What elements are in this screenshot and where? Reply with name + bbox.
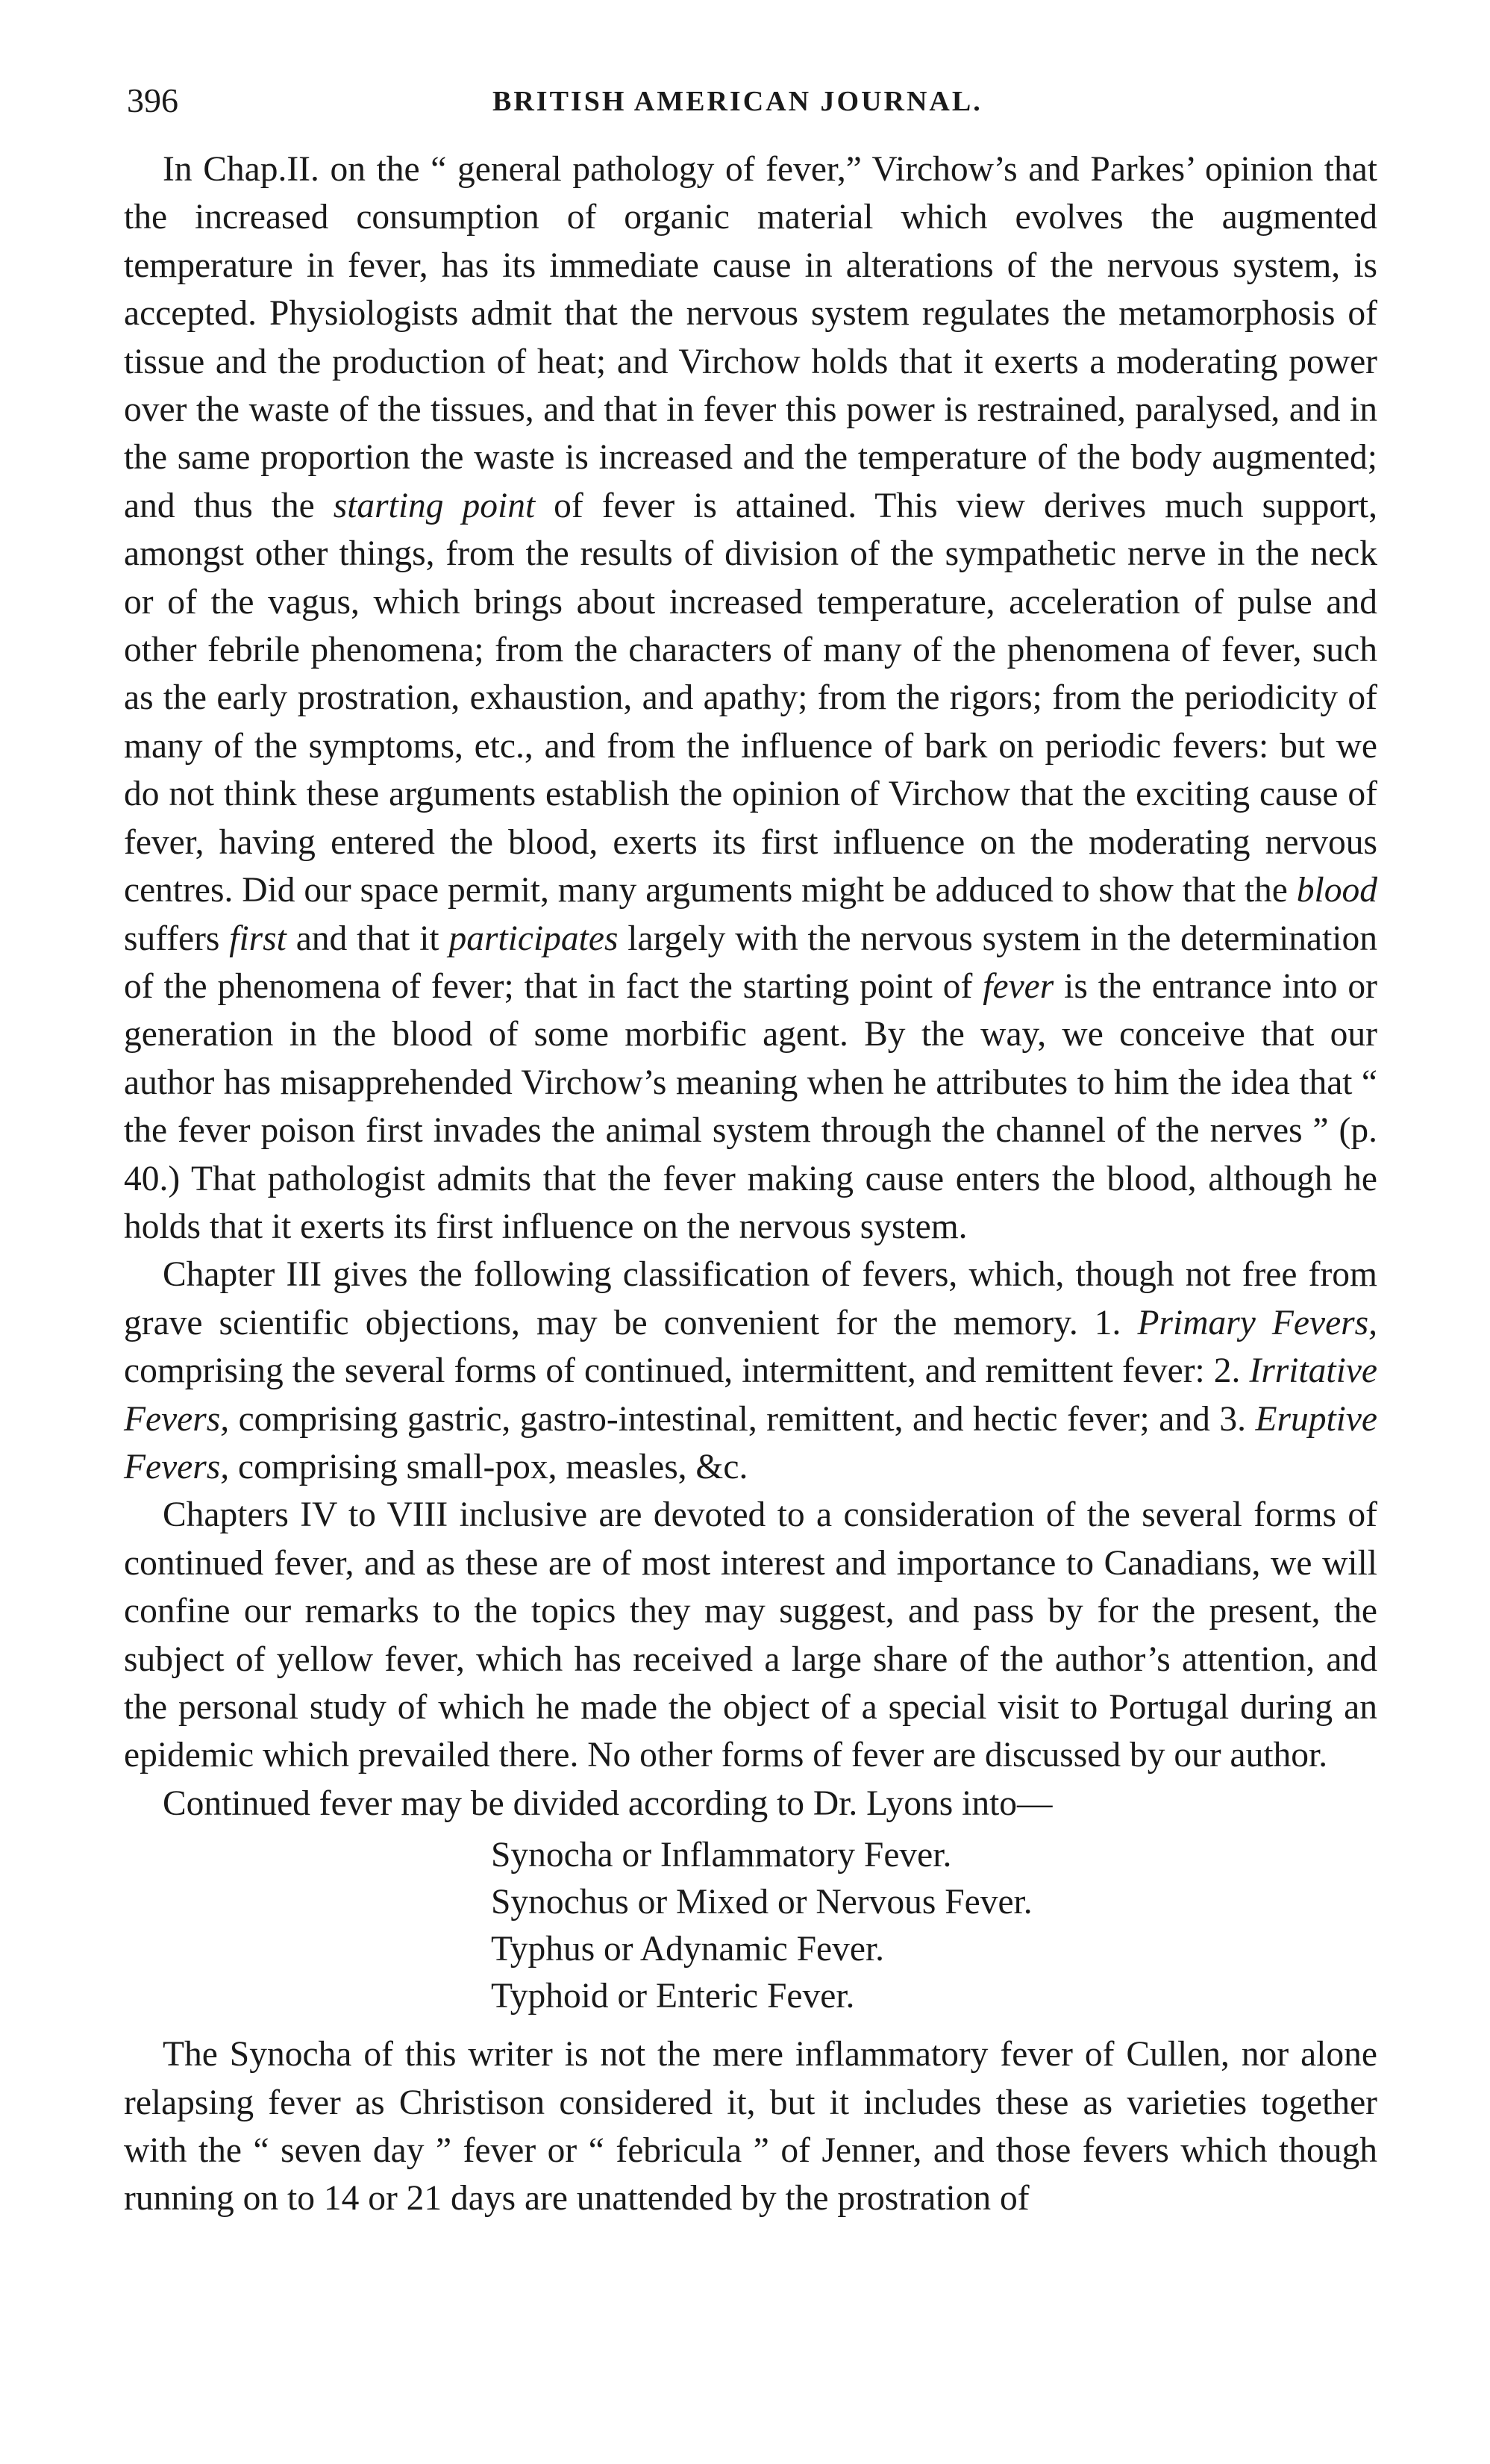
fever-types-list: [124, 1832, 1377, 2020]
text-run: In Chap.II. on the “ general pathology of fever,” Virchow’s and Parkes’ opinion that the increased consumption of organic material which evolves the augmented temperature in fever, has its immediate cause in alterations of the nervous system, is accepted. Physiologists admit that the nervous system regulates the metamorphosis of tissue and the production of heat; and Virchow holds that it exerts a moderating power over the waste of the tissues, and that in fever this power is restrained, paralysed, and in the same proportion the waste is increased and the temperature of the body augmented; and thus the: [124, 150, 1377, 525]
list-item: Typhus or Adynamic Fever.: [491, 1930, 885, 1969]
journal-title: BRITISH AMERICAN JOURNAL.: [492, 86, 983, 117]
paragraph-lyons-intro: [124, 1780, 1377, 1827]
paragraph-classification: [124, 1251, 1377, 1491]
text-run-italic: first: [229, 919, 287, 958]
text-run: Chapter III gives the following classification of fevers, which, though not free from grave scientific objections, may be convenient for the memory. 1.: [124, 1255, 1377, 1342]
list-item: Synocha or Inflammatory Fever.: [491, 1836, 952, 1875]
text-run: comprising the several forms of continued, intermittent, and remittent fever: 2.: [124, 1351, 1250, 1391]
paragraph-continued-fever: [124, 1491, 1377, 1779]
text-run-italic: Irritative Fevers,: [124, 1351, 1377, 1439]
text-run-italic: starting point: [333, 486, 536, 525]
list-item: Synochus or Mixed or Nervous Fever.: [491, 1883, 1033, 1922]
text-run: of fever is attained. This view derives much support, amongst other things, from the results of division of the sympathetic nerve in the neck or of the vagus, which brings about increased temperature, acceleration of pulse and other febrile phenomena; from the characters of many of the phenomena of fever, such as the early prostration, exhaustion, and apathy; from the rigors; from the periodicity of many of the symptoms, etc., and from the influence of bark on periodic fevers: but we do not think these arguments establish the opinion of Virchow that the exciting cause of fever, having entered the blood, exerts its first influence on the moderating nervous centres. Did our space permit, many arguments might be adduced to show that the: [124, 486, 1377, 910]
text-run-italic: Eruptive Fevers,: [124, 1399, 1377, 1486]
text-run: largely with the nervous system in the determination of the phenomena of fever; that in fact the starting point of: [124, 919, 1377, 1006]
paragraph-synocha: The Synocha of this writer is not the mere inflammatory fever of Cullen, nor alone relapsing fever as Christison considered it, but it includes these as varieties together with the “ seven day ” fever or “ febricula ” of Jenner, and those fevers which though running on to 14 or 21 days are unattended by the prostration of: [124, 2035, 1377, 2218]
text-run-italic: participates: [448, 919, 619, 958]
paragraph-fever-pathology: [124, 146, 1377, 1251]
text-run: is the entrance into or generation in the blood of some morbific agent. By the way, we conceive that our author has misapprehended Virchow’s meaning when he attributes to him the idea that “ the fever poison first invades the animal system through the channel of the nerves ” (p. 40.) That pathologist admits that the fever making cause enters the blood, although he holds that it exerts its first influence on the nervous system.: [124, 966, 1377, 1246]
text-run: suffers: [124, 919, 230, 958]
text-run-italic: blood: [1296, 871, 1377, 910]
text-run: Continued fever may be divided according to Dr. Lyons into—: [163, 1783, 1053, 1823]
list-item: Typhoid or Enteric Fever.: [491, 1977, 855, 2016]
text-run: Chapters IV to VIII inclusive are devoted to a consideration of the several forms of continued fever, and as these are of most interest and importance to Canadians, we will confine our remarks to the topics they may suggest, and pass by for the present, the subject of yellow fever, which has received a large share of the author’s attention, and the personal study of which he made the object of a special visit to Portugal during an epidemic which prevailed there. No other forms of fever are discussed by our author.: [124, 1495, 1377, 1775]
article-body: [124, 146, 1377, 2223]
text-run: and that it: [286, 919, 449, 958]
running-head: [127, 81, 1380, 125]
page-number: 396: [127, 81, 178, 119]
text-run-italic: fever: [983, 966, 1054, 1006]
text-run: comprising small-pox, measles, &c.: [229, 1447, 748, 1486]
text-run-italic: Primary Fevers,: [1137, 1303, 1377, 1342]
text-run: comprising gastric, gastro-intestinal, remittent, and hectic fever; and 3.: [229, 1399, 1256, 1439]
